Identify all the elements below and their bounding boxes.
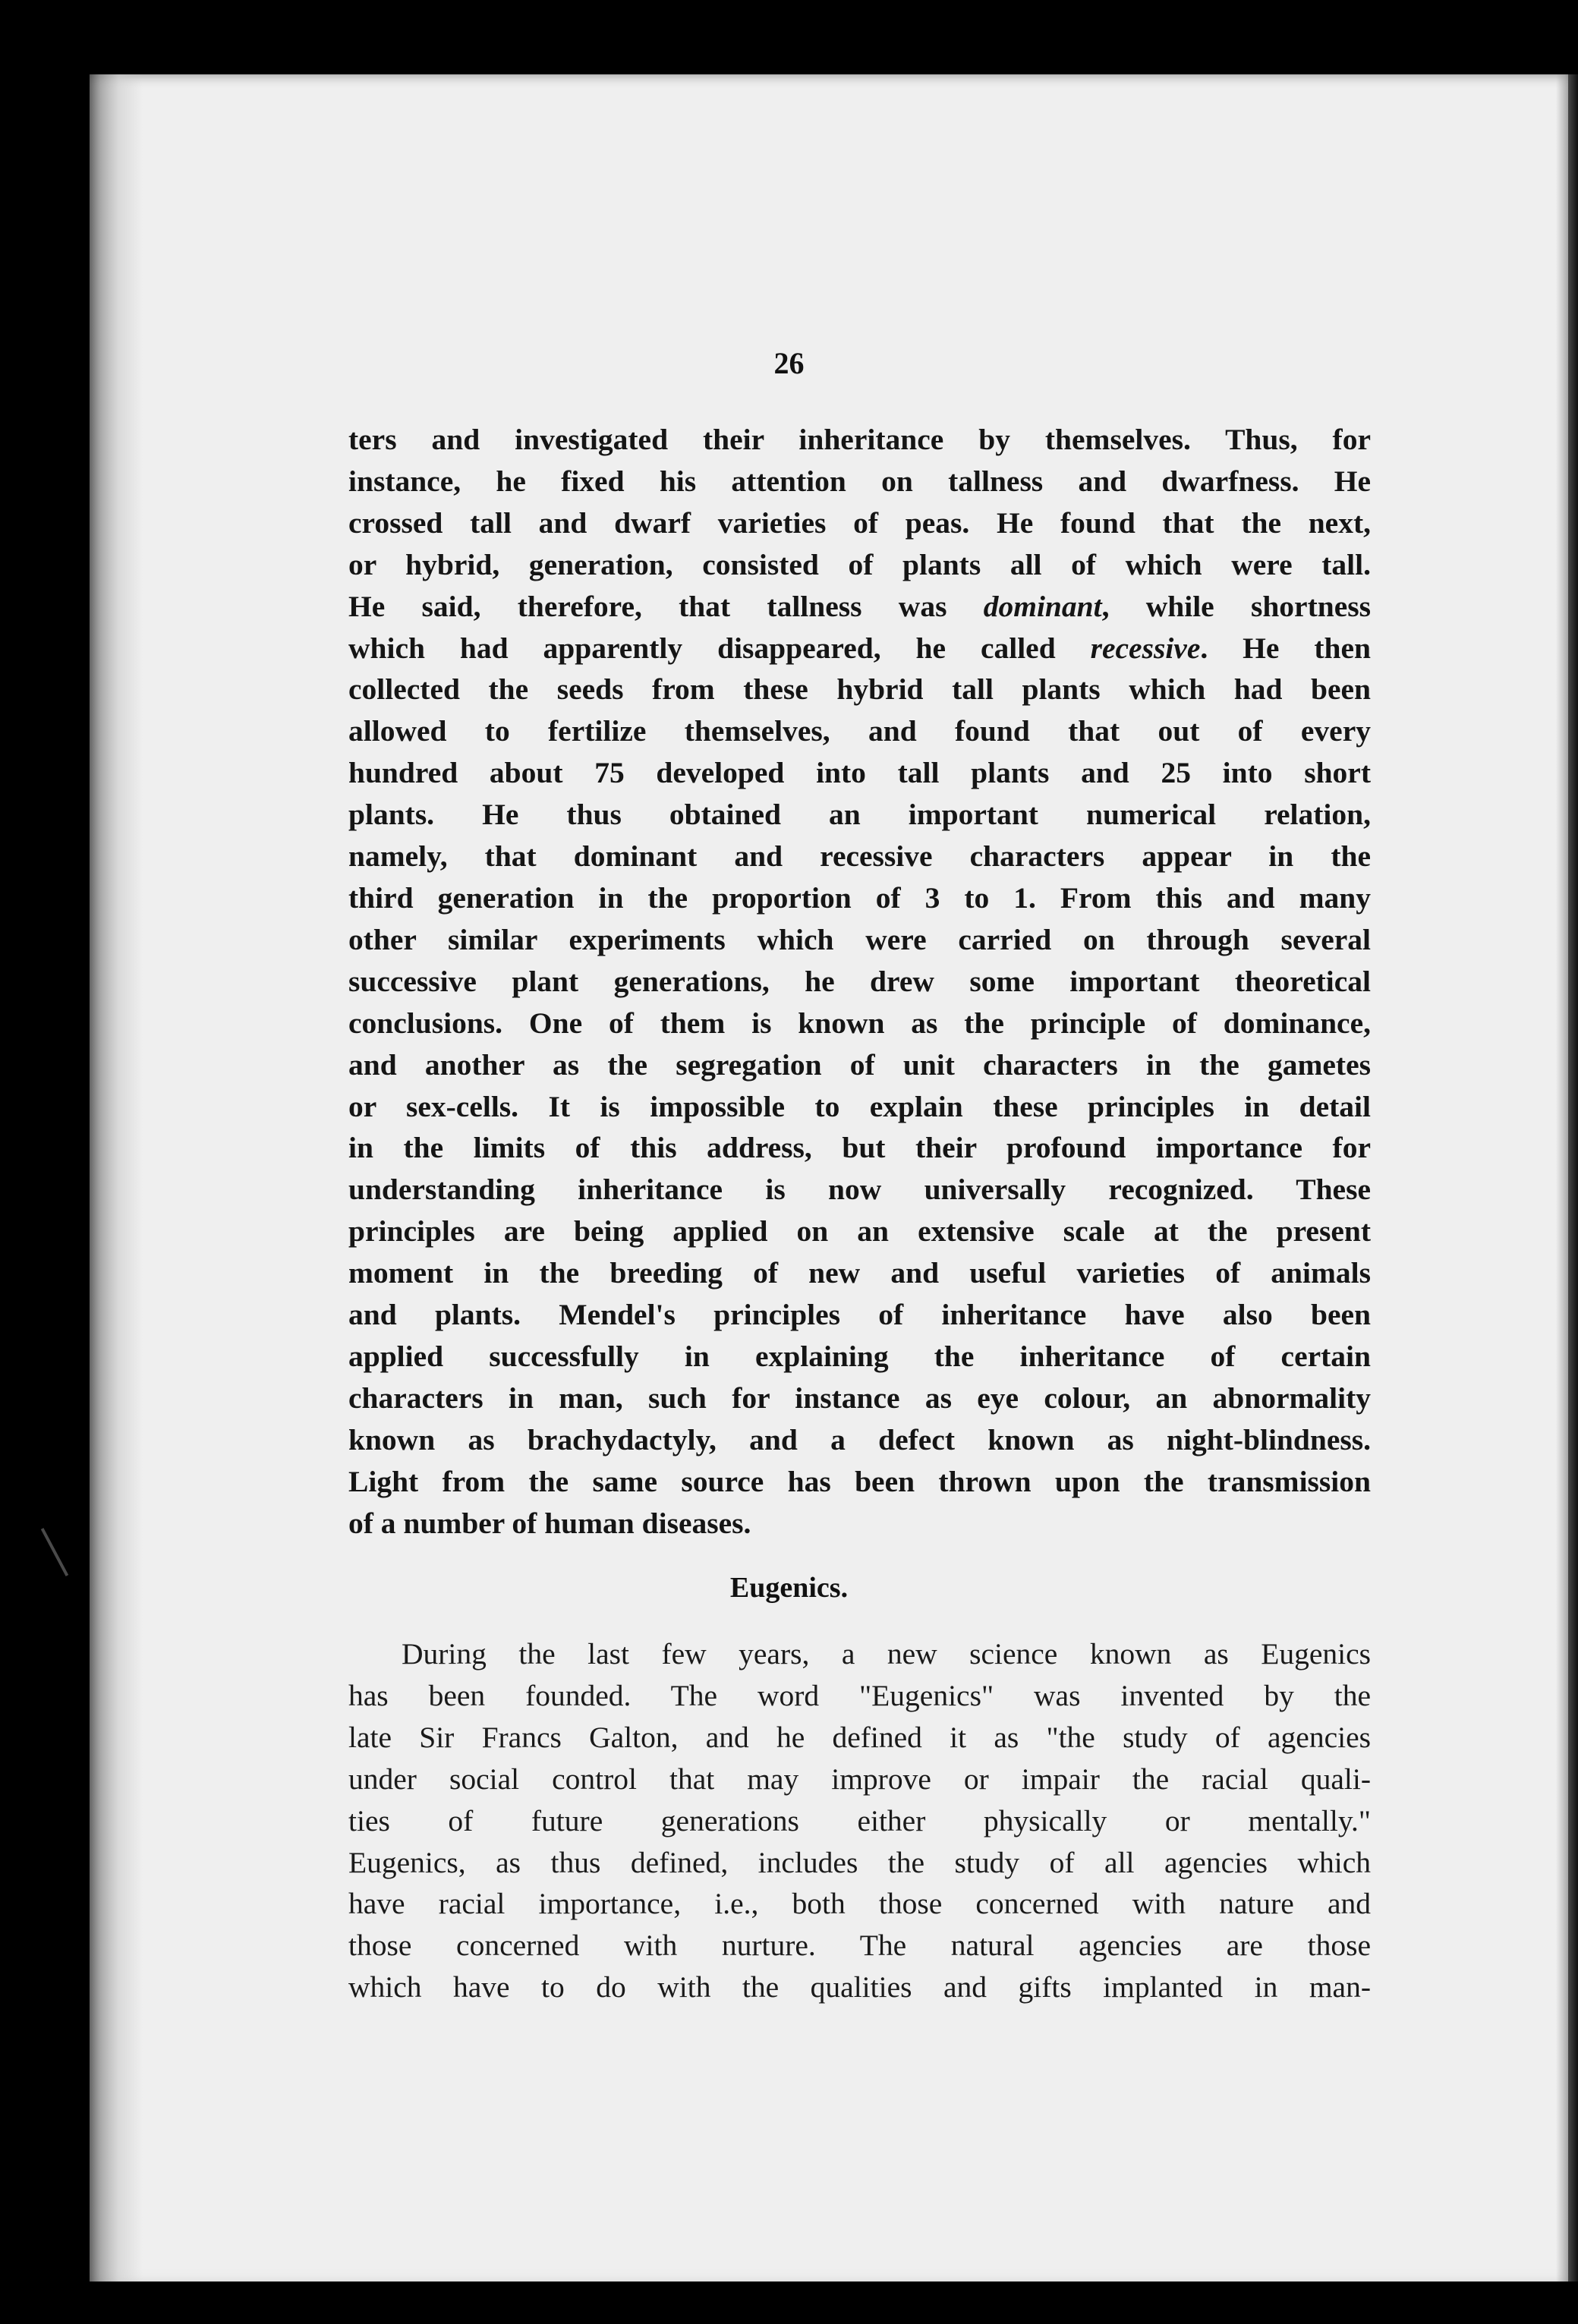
text-line: allowed to fertilize themselves, and found that out of every: [348, 714, 1371, 748]
text-line: have racial importance, i.e., both those concerned with nature and: [348, 1887, 1371, 1921]
text-line: plants. He thus obtained an important numerical relation,: [348, 798, 1371, 832]
text-line: ters and investigated their inheritance by themselves. Thus, for: [348, 423, 1371, 456]
text-line: principles are being applied on an extensive scale at the present: [348, 1214, 1371, 1249]
text-line: crossed tall and dwarf varieties of peas. He found that the next,: [348, 505, 1371, 540]
section-heading: Eugenics.: [729, 1572, 849, 1604]
text-line: moment in the breeding of new and useful varieties of animals: [348, 1256, 1371, 1290]
text-line: of a number of human diseases.: [348, 1506, 751, 1540]
text-line: instance, he fixed his attention on tallness and dwarfness. He: [348, 464, 1371, 498]
text-line: known as brachydactyly, and a defect known as night-blindness.: [348, 1422, 1371, 1456]
text-line: conclusions. One of them is known as the principle of dominance,: [348, 1006, 1371, 1040]
text-line: those concerned with nurture. The natural agencies are those: [348, 1929, 1371, 1963]
text-line: ties of future generations either physically or mentally.": [348, 1803, 1371, 1837]
text-line: which have to do with the qualities and gifts implanted in man-: [348, 1970, 1371, 2004]
text-line: applied successfully in explaining the inheritance of certain: [348, 1339, 1371, 1373]
text-line: namely, that dominant and recessive characters appear in the: [348, 839, 1371, 874]
page-number: 26: [773, 346, 805, 380]
text-line: or sex-cells. It is impossible to explain these principles in detail: [348, 1089, 1371, 1123]
text-line: other similar experiments which were carried on through several: [348, 922, 1371, 956]
text-line: under social control that may improve or impair the racial quali-: [348, 1762, 1371, 1796]
text-line: He said, therefore, that tallness was dominant, while shortness: [348, 589, 1371, 623]
emphasis-text: dominant: [983, 589, 1102, 623]
text-line: late Sir Francs Galton, and he defined it as "the study of agencies: [348, 1720, 1371, 1754]
page-binding-shadow: [90, 74, 143, 2281]
emphasis-text: recessive: [1090, 631, 1201, 665]
text-line: Eugenics, as thus defined, includes the study of all agencies which: [348, 1845, 1371, 1879]
text-line: in the limits of this address, but their profound importance for: [348, 1131, 1371, 1165]
text-line: successive plant generations, he drew some important theoretical: [348, 964, 1371, 998]
text-line: and plants. Mendel's principles of inheritance have also been: [348, 1298, 1371, 1332]
text-line: and another as the segregation of unit characters in the gametes: [348, 1047, 1371, 1082]
text-line: third generation in the proportion of 3 to 1. From this and many: [348, 880, 1371, 915]
text-line: characters in man, such for instance as eye colour, an abnormality: [348, 1381, 1371, 1415]
paragraph-1: [348, 419, 1371, 1544]
text-line: During the last few years, a new science known as Eugenics: [402, 1637, 1371, 1671]
text-line: understanding inheritance is now universally recognized. These: [348, 1173, 1371, 1207]
text-line: has been founded. The word "Eugenics" was invented by the: [348, 1678, 1371, 1712]
text-line: Light from the same source has been thrown upon the transmission: [348, 1464, 1371, 1498]
paragraph-2: [348, 1633, 1371, 2008]
text-line: collected the seeds from these hybrid tall plants which had been: [348, 672, 1371, 707]
text-line: hundred about 75 developed into tall plants and 25 into short: [348, 756, 1371, 790]
text-line: which had apparently disappeared, he called recessive. He then: [348, 631, 1371, 665]
text-line: or hybrid, generation, consisted of plants all of which were tall.: [348, 547, 1371, 581]
page-right-edge-shadow: [1556, 74, 1578, 2281]
